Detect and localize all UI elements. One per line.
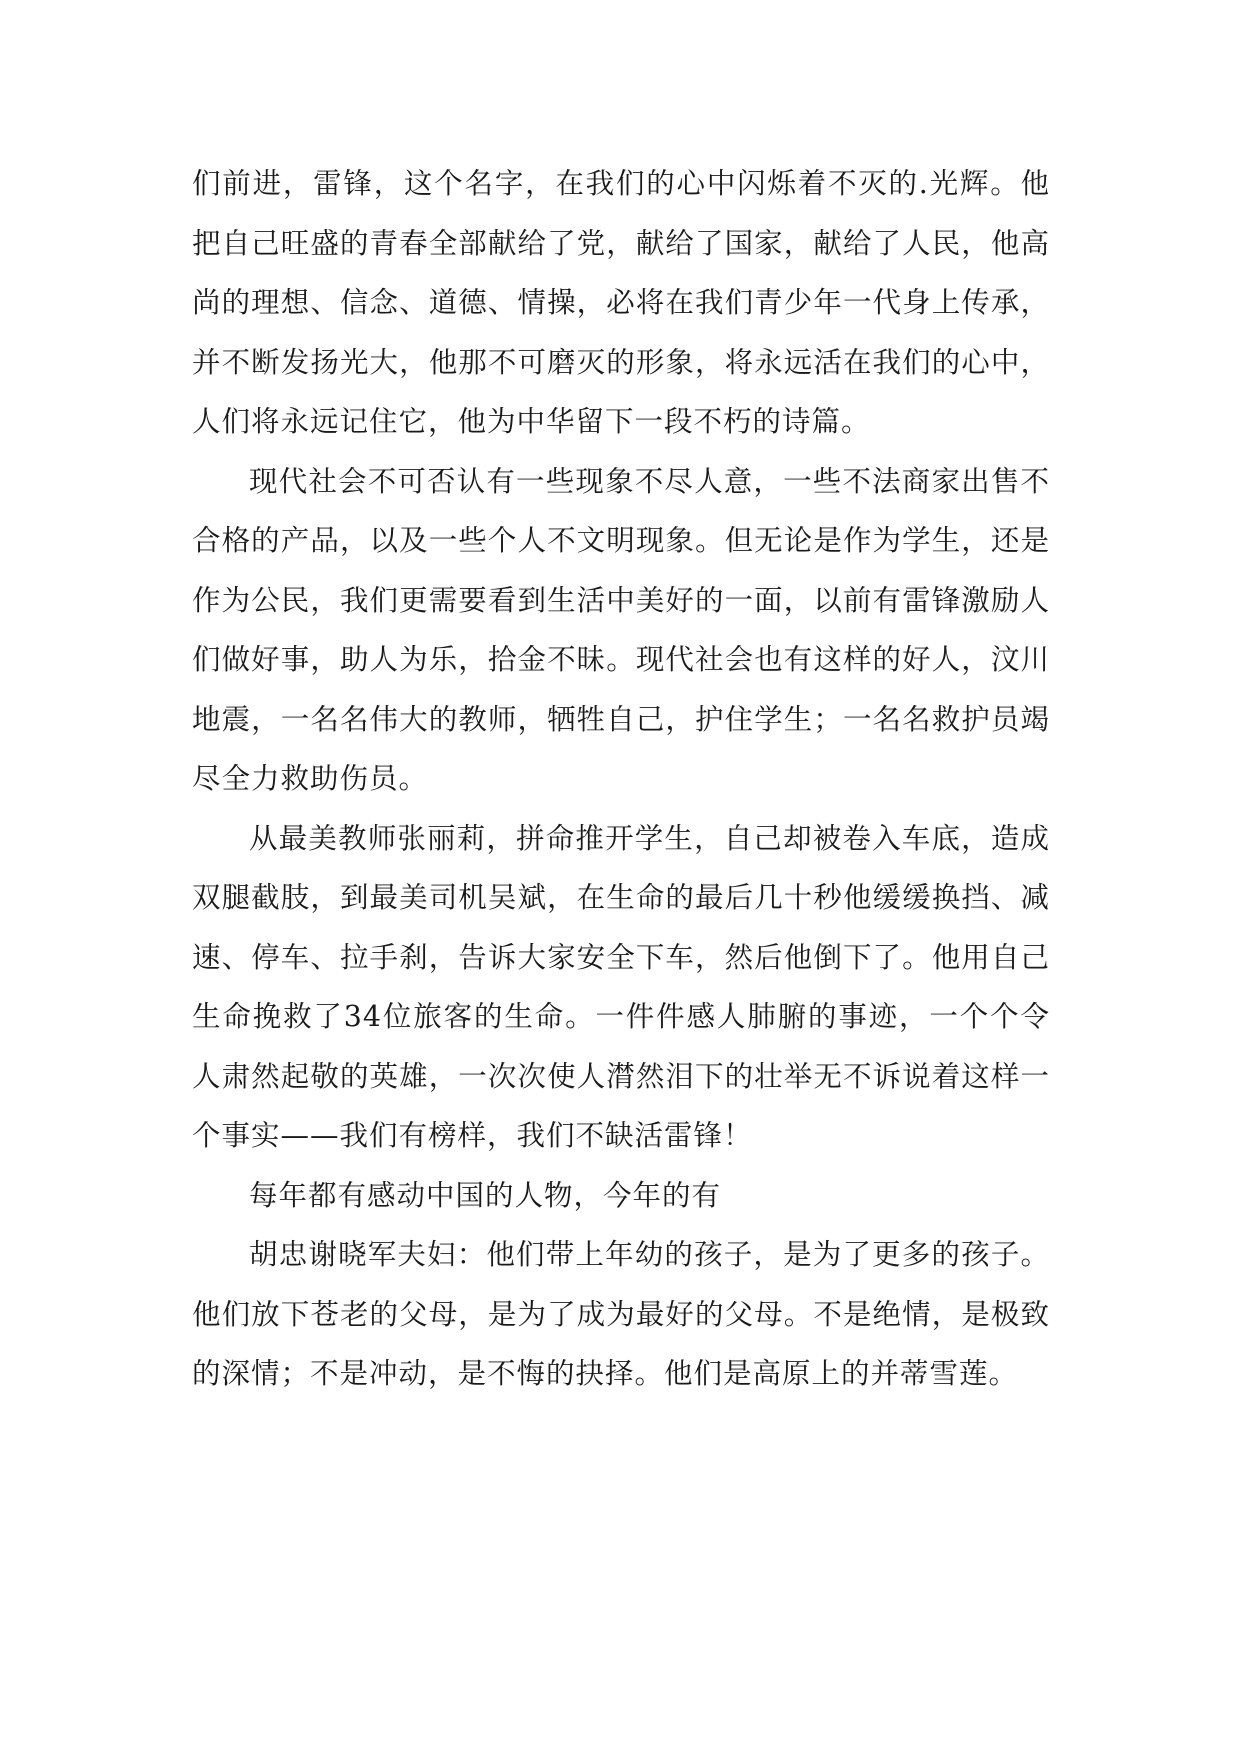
paragraph-most-beautiful: 从最美教师张丽莉，拼命推开学生，自己却被卷入车底，造成双腿截肢，到最美司机吴斌，在生命的最后几十秒他缓缓换挡、减速、停车、拉手刹，告诉大家安全下车，然后他倒下了。他用自己生命挽救了34位旅客的生命。一件件感人肺腑的事迹，一个个令人肃然起敬的英雄，一次次使人潸然泪下的壮举无不诉说着这样一个事实——我们有榜样，我们不缺活雷锋！ — [192, 821, 1050, 1152]
paragraph-lei-feng-continued: 们前进，雷锋，这个名字，在我们的心中闪烁着不灭的.光辉。他把自己旺盛的青春全部献给了党，献给了国家，献给了人民，他高尚的理想、信念、道德、情操，必将在我们青少年一代身上传承，并不断发扬光大，他那不可磨灭的形象，将永远活在我们的心中，人们将永远记住它，他为中华留下一段不朽的诗篇。 — [192, 167, 1050, 438]
paragraph-hu-zhong-couple: 胡忠谢晓军夫妇：他们带上年幼的孩子，是为了更多的孩子。他们放下苍老的父母，是为了成为最好的父母。不是绝情，是极致的深情；不是冲动，是不悔的抉择。他们是高原上的并蒂雪莲。 — [192, 1238, 1050, 1390]
paragraph-touching-china: 每年都有感动中国的人物，今年的有 — [249, 1178, 722, 1212]
body-text — [192, 154, 1050, 1404]
paragraph-modern-society: 现代社会不可否认有一些现象不尽人意，一些不法商家出售不合格的产品，以及一些个人不文明现象。但无论是作为学生，还是作为公民，我们更需要看到生活中美好的一面，以前有雷锋激励人们做好事，助人为乐，拾金不昧。现代社会也有这样的好人，汶川地震，一名名伟大的教师，牺牲自己，护住学生；一名名救护员竭尽全力救助伤员。 — [192, 464, 1050, 795]
